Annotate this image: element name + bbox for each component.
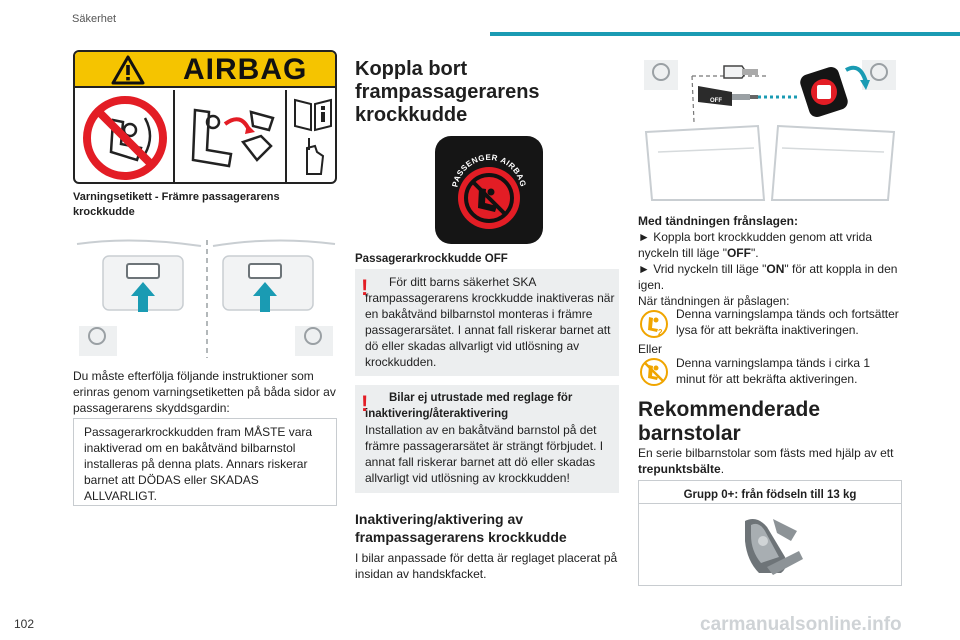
no-switch-warning-title: Bilar ej utrustade med reglage för inaktivering/återaktivering	[365, 392, 573, 420]
airbag-on-warning-lamp-icon	[639, 357, 669, 387]
no-switch-warning-box	[355, 385, 619, 493]
step-enable: ► Vrid nyckeln till läge "ON" för att koppla in den igen.	[638, 262, 898, 292]
subsection-title-toggle: Inaktivering/aktivering av frampassagerarens krockkudde	[355, 511, 567, 545]
group-0plus-box	[638, 480, 902, 586]
key-switch-off-text: OFF	[710, 98, 722, 104]
warning-triangle-icon	[111, 55, 145, 85]
child-safety-warning-box	[355, 269, 619, 376]
ignition-on-condition: När tändningen är påslagen:	[638, 294, 790, 308]
lamp-on-description: Denna varningslampa tänds i cirka 1 minut för att bekräfta aktiveringen.	[676, 356, 871, 386]
section-title-recommended-seats: Rekommenderade barnstolar	[638, 398, 821, 445]
svg-text:2: 2	[658, 328, 663, 337]
or-text: Eller	[638, 342, 663, 356]
seat-airbag-icon	[177, 90, 287, 184]
airbag-label-caption: Varningsetikett - Främre passagerarens krockkudde	[73, 191, 280, 218]
airbag-warning-label	[73, 50, 337, 184]
page-number: 102	[14, 617, 35, 631]
airbag-label-word: AIRBAG	[183, 53, 308, 86]
ignition-off-condition: Med tändningen frånslagen:	[638, 214, 799, 228]
warning-exclamation-icon: !	[361, 391, 369, 416]
lamp-off-description: Denna varningslampa tänds och fortsätter lysa för att bekräfta inaktiveringen.	[676, 307, 899, 337]
section-title-disable-airbag: Koppla bort frampassagerarens krockkudde	[355, 58, 540, 126]
child-safety-warning-text: För ditt barns säkerhet SKA frampassagerarens krockkudde inaktiveras när en bakåtvänd bilbarnstol monteras i främre passagerarsätet. I annat fall riskerar barnet att dö eller skadas allvarligt vid utlösning av krockkudden.	[365, 275, 615, 369]
group-0plus-title: Grupp 0+: från födseln till 13 kg	[683, 489, 857, 501]
passenger-airbag-off-badge	[435, 136, 543, 244]
header-accent-bar	[490, 32, 960, 36]
warning-exclamation-icon: !	[361, 275, 369, 300]
step-disable: ► Koppla bort krockkudden genom att vrida nyckeln till läge "OFF".	[638, 230, 873, 260]
mandatory-note-box	[73, 418, 337, 506]
instruction-paragraph: Du måste efterfölja följande instruktioner som erinras genom varningsetiketten på båda sidor av passagerarens skyddsgardin:	[73, 369, 336, 415]
section-header: Säkerhet	[72, 13, 117, 25]
rear-facing-child-seat-illustration	[737, 511, 807, 579]
mandatory-note-text: Passagerarkrockkudden fram MÅSTE vara inaktiverad om en bakåtvänd bilbarnstol installeras på denna plats. Annars riskerar barnet att DÖDAS eller SKADAS ALLVARLIGT.	[84, 425, 313, 503]
switch-location-paragraph: I bilar anpassade för detta är reglaget placerat på insidan av handskfacket.	[355, 551, 618, 581]
recommended-seats-paragraph: En serie bilbarnstolar som fästs med hjälp av ett trepunktsbälte.	[638, 446, 894, 476]
badge-arc-text: PASSENGER AIRBAG	[450, 152, 528, 188]
watermark: carmanualsonline.info	[700, 614, 902, 635]
airbag-off-caption: Passagerarkrockkudde OFF	[355, 253, 508, 265]
manual-book-icon	[289, 90, 337, 184]
no-switch-warning-body: Installation av en bakåtvänd barnstol på det främre passagerarsätet är strängt förbjudet. I annat fall riskerar barnet att dö eller skadas allvarligt vid utlösning av krockkudden!	[365, 423, 604, 485]
airbag-off-warning-lamp-icon	[639, 309, 669, 339]
glovebox-key-illustration	[638, 52, 902, 202]
sun-visor-illustration	[73, 232, 337, 362]
no-rear-facing-seat-icon	[75, 90, 175, 184]
